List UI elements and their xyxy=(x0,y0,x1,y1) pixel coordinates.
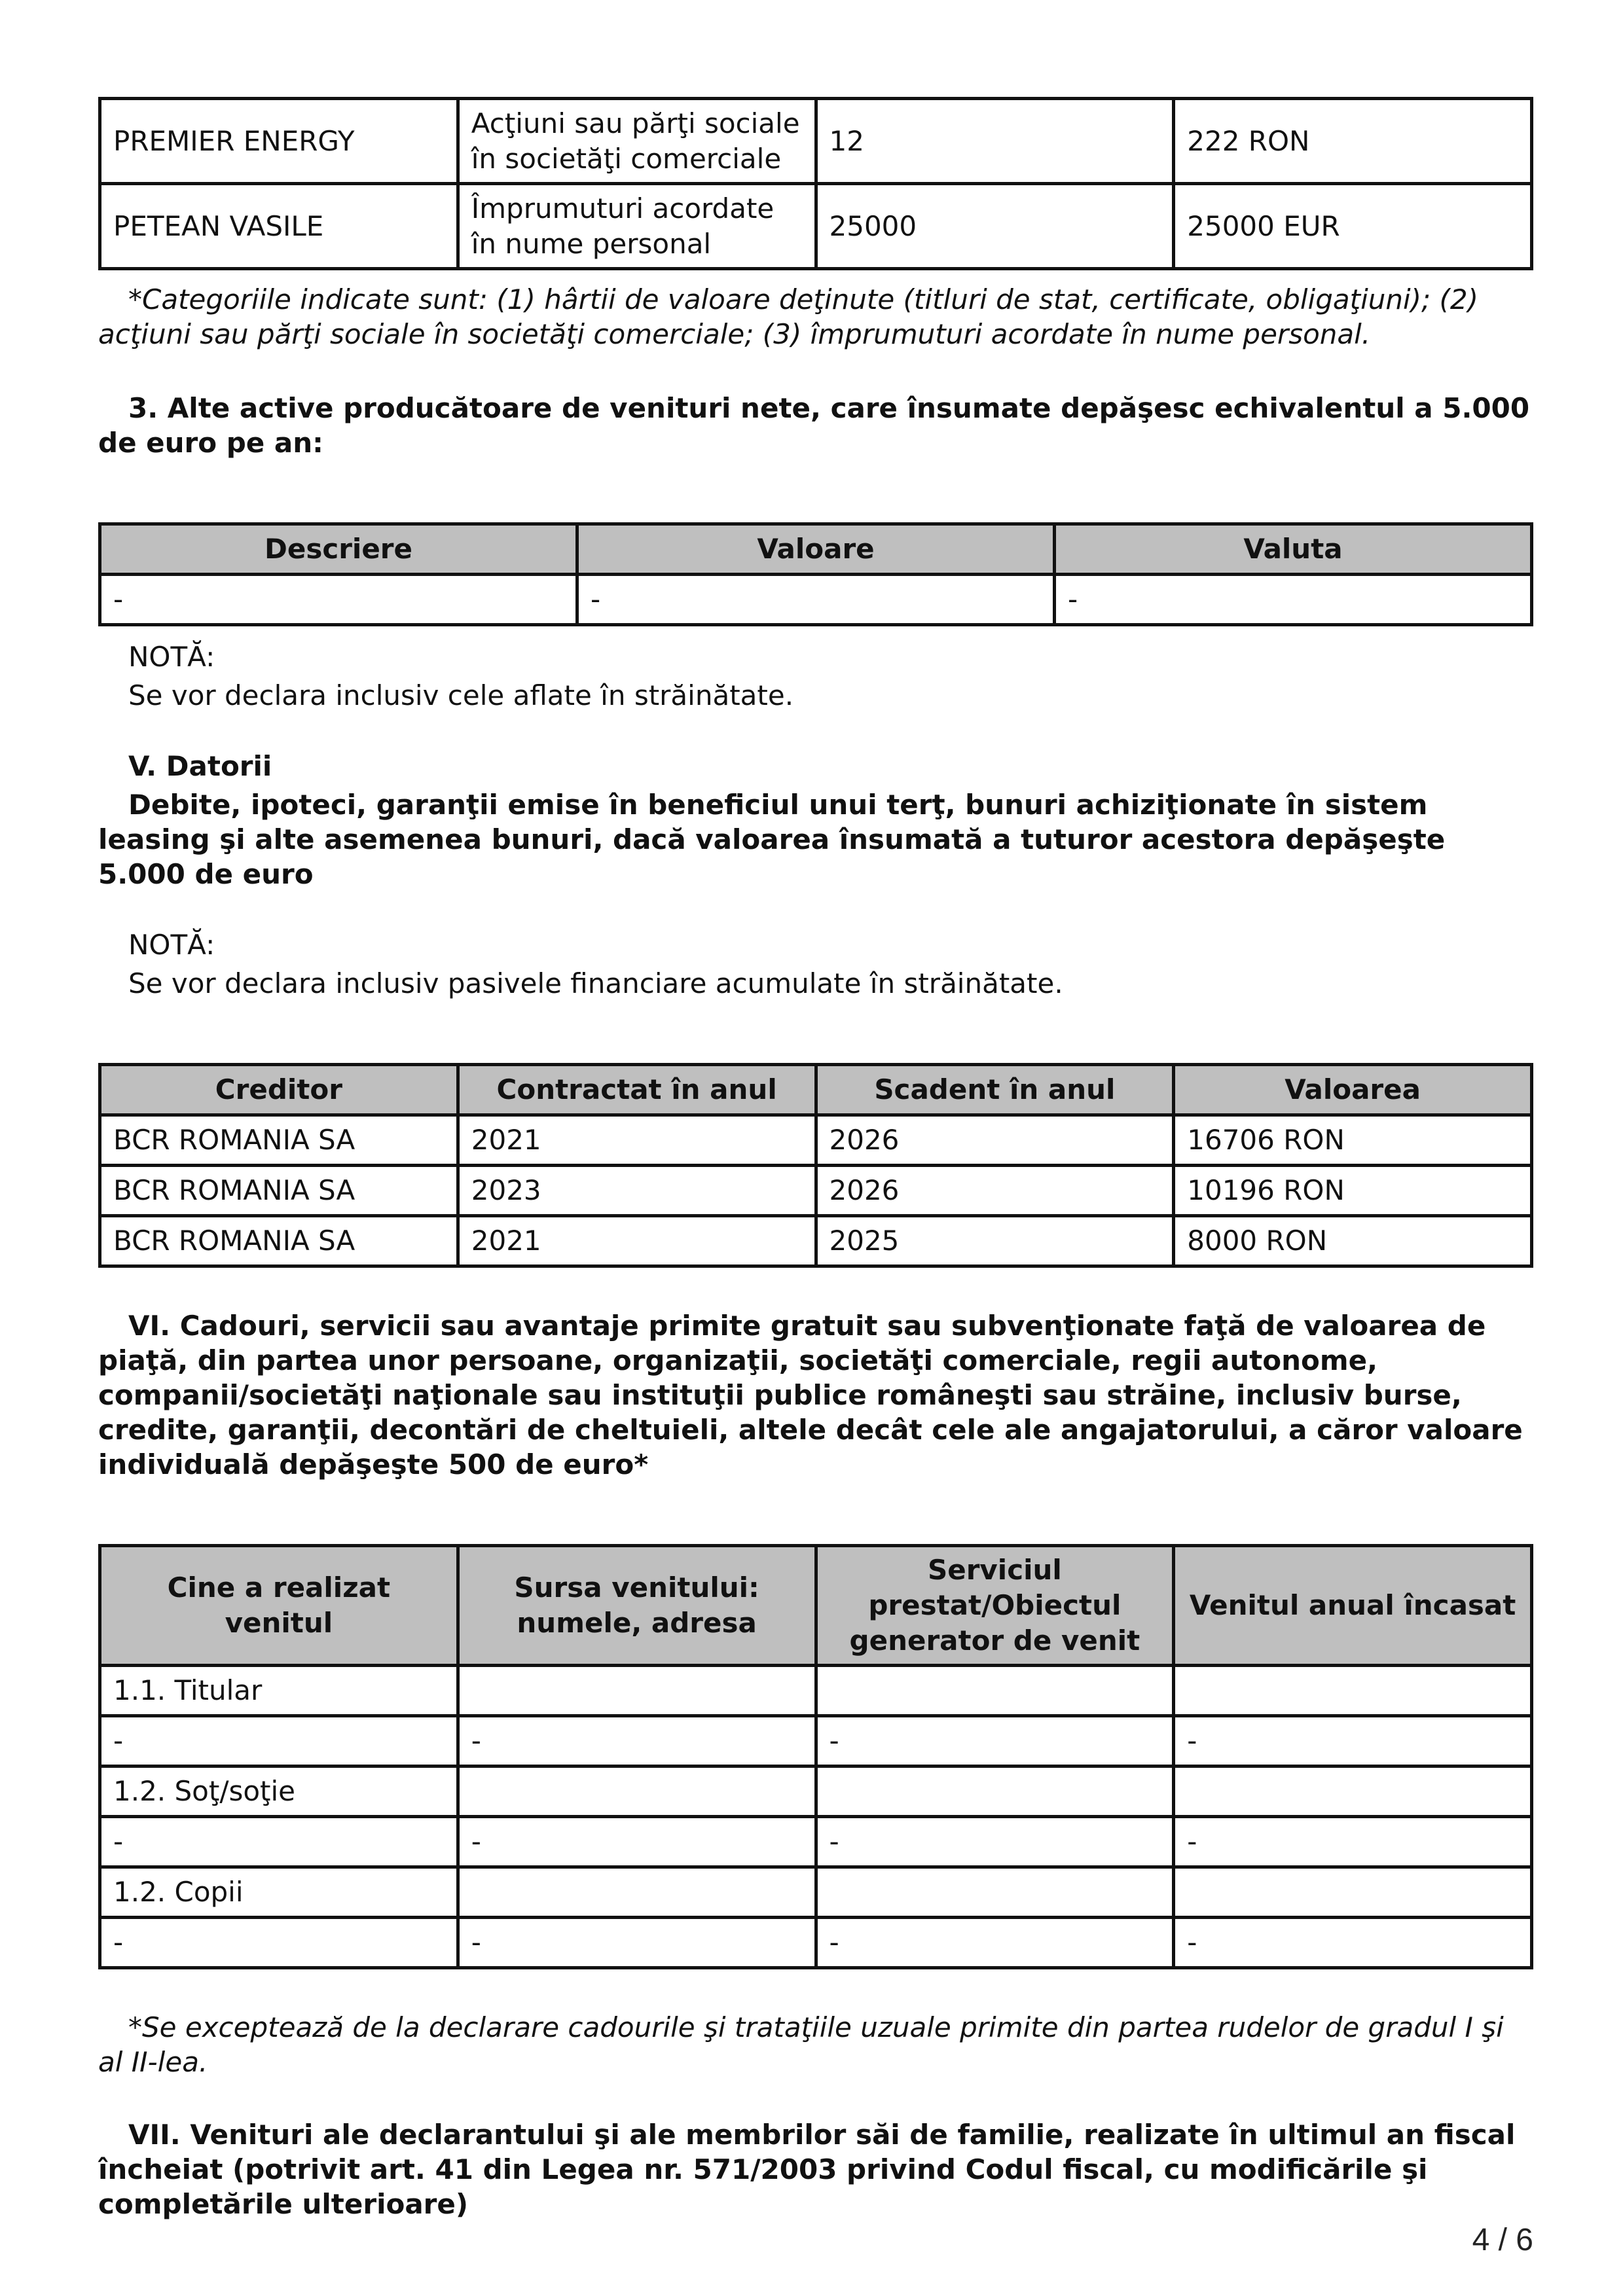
table-cell: BCR ROMANIA SA xyxy=(100,1115,458,1166)
table-cell: Acţiuni sau părţi sociale în societăţi comerciale xyxy=(458,99,816,184)
note-text: Se vor declara inclusiv pasivele financiare acumulate în străinătate. xyxy=(128,967,1063,999)
column-header: Valuta xyxy=(1055,524,1532,575)
table-cell xyxy=(816,1767,1174,1817)
table-cell: PREMIER ENERGY xyxy=(100,99,458,184)
table-cell: - xyxy=(100,575,577,625)
table-cell: PETEAN VASILE xyxy=(100,184,458,269)
table-cell xyxy=(458,1867,816,1918)
table-row xyxy=(100,99,1532,184)
section5-subtitle: Debite, ipoteci, garanţii emise în beneficiul unui terţ, bunuri achiziţionate în sistem leasing şi alte asemenea bunuri, dacă valoarea însumată a tuturor acestora depăşeşte 5.000 de euro xyxy=(98,789,1446,890)
table-cell: Împrumuturi acordate în nume personal xyxy=(458,184,816,269)
column-header: Venitul anual încasat xyxy=(1174,1546,1532,1666)
table-cell: - xyxy=(1174,1918,1532,1968)
section6-heading: VI. Cadouri, servicii sau avantaje primite gratuit sau subvenţionate faţă de valoarea de piaţă, din partea unor persoane, organizaţii, societăţi comerciale, regii autonome, companii/societăţi naţionale sau instituţii publice româneşti sau străine, inclusiv burse, credite, garanţii, decontări de cheltuieli, altele decât cele ale angajatorului, a căror valoare individuală depăşeşte 500 de euro* xyxy=(98,1310,1523,1480)
document-page xyxy=(98,97,1533,2221)
table-cell: 2021 xyxy=(458,1115,816,1166)
gifts-footnote: *Se exceptează de la declarare cadourile şi trataţiile uzuale primite din partea rudelor de gradul I şi al II-lea. xyxy=(98,2011,1504,2078)
table-row xyxy=(100,1767,1532,1817)
assets-table xyxy=(98,97,1533,270)
table-cell: - xyxy=(1055,575,1532,625)
table-cell xyxy=(1174,1867,1532,1918)
table-cell: 12 xyxy=(816,99,1174,184)
column-header: Valoare xyxy=(577,524,1055,575)
table-cell xyxy=(1174,1767,1532,1817)
table-row xyxy=(100,1918,1532,1968)
table-header-row xyxy=(100,1546,1532,1666)
table-cell: 10196 RON xyxy=(1174,1166,1532,1216)
table-cell: 2023 xyxy=(458,1166,816,1216)
table-cell: 8000 RON xyxy=(1174,1216,1532,1266)
column-header: Cine a realizat venitul xyxy=(100,1546,458,1666)
table-cell: BCR ROMANIA SA xyxy=(100,1216,458,1266)
table-cell: - xyxy=(1174,1817,1532,1867)
table-cell xyxy=(1174,1666,1532,1716)
table-cell: 2026 xyxy=(816,1166,1174,1216)
table-cell xyxy=(816,1867,1174,1918)
table-cell: - xyxy=(100,1817,458,1867)
table-row xyxy=(100,1716,1532,1767)
table-cell: 2026 xyxy=(816,1115,1174,1166)
section5-title: V. Datorii xyxy=(128,750,272,782)
table-row xyxy=(100,1817,1532,1867)
column-header: Contractat în anul xyxy=(458,1065,816,1115)
table-header-row xyxy=(100,1065,1532,1115)
table-row xyxy=(100,575,1532,625)
debts-table xyxy=(98,1063,1533,1268)
column-header: Sursa venitului: numele, adresa xyxy=(458,1546,816,1666)
table-cell: - xyxy=(458,1817,816,1867)
table-cell: 16706 RON xyxy=(1174,1115,1532,1166)
column-header: Valoarea xyxy=(1174,1065,1532,1115)
table-row xyxy=(100,1867,1532,1918)
table-cell: - xyxy=(816,1817,1174,1867)
categories-footnote: *Categoriile indicate sunt: (1) hârtii de valoare deţinute (titluri de stat, certificate, obligaţiuni); (2) acţiuni sau părţi sociale în societăţi comerciale; (3) împrumuturi acordate în nume personal. xyxy=(98,283,1479,350)
table-cell: - xyxy=(100,1918,458,1968)
table-cell: BCR ROMANIA SA xyxy=(100,1166,458,1216)
column-header: Descriere xyxy=(100,524,577,575)
table-row xyxy=(100,1666,1532,1716)
table-cell: 2021 xyxy=(458,1216,816,1266)
table-cell: - xyxy=(458,1918,816,1968)
table-cell: - xyxy=(1174,1716,1532,1767)
note-text: Se vor declara inclusiv cele aflate în străinătate. xyxy=(128,679,794,711)
table-row xyxy=(100,184,1532,269)
table-cell xyxy=(458,1666,816,1716)
table-header-row xyxy=(100,524,1532,575)
table-cell: 1.2. Soţ/soţie xyxy=(100,1767,458,1817)
page-number: 4 / 6 xyxy=(1472,2223,1533,2257)
table-cell: 222 RON xyxy=(1174,99,1532,184)
section3-heading: 3. Alte active producătoare de venituri nete, care însumate depăşesc echivalentul a 5.000 de euro pe an: xyxy=(98,392,1530,459)
note-label: NOTĂ: xyxy=(128,641,215,673)
table-cell: - xyxy=(577,575,1055,625)
section7-heading: VII. Venituri ale declarantului şi ale membrilor săi de familie, realizate în ultimul an fiscal încheiat (potrivit art. 41 din Legea nr. 571/2003 privind Codul fiscal, cu modificările şi completările ulterioare) xyxy=(98,2119,1516,2220)
table-cell: - xyxy=(100,1716,458,1767)
table-cell xyxy=(816,1666,1174,1716)
table-cell: 1.1. Titular xyxy=(100,1666,458,1716)
column-header: Serviciul prestat/Obiectul generator de venit xyxy=(816,1546,1174,1666)
table-cell: 2025 xyxy=(816,1216,1174,1266)
gifts-table xyxy=(98,1544,1533,1969)
table-cell: - xyxy=(816,1716,1174,1767)
table-cell: 25000 EUR xyxy=(1174,184,1532,269)
table-cell: 1.2. Copii xyxy=(100,1867,458,1918)
table-cell xyxy=(458,1767,816,1817)
table-row xyxy=(100,1166,1532,1216)
table-row xyxy=(100,1115,1532,1166)
note-label: NOTĂ: xyxy=(128,929,215,961)
table-row xyxy=(100,1216,1532,1266)
column-header: Scadent în anul xyxy=(816,1065,1174,1115)
table-cell: - xyxy=(458,1716,816,1767)
table-cell: 25000 xyxy=(816,184,1174,269)
other-assets-table xyxy=(98,522,1533,626)
column-header: Creditor xyxy=(100,1065,458,1115)
table-cell: - xyxy=(816,1918,1174,1968)
